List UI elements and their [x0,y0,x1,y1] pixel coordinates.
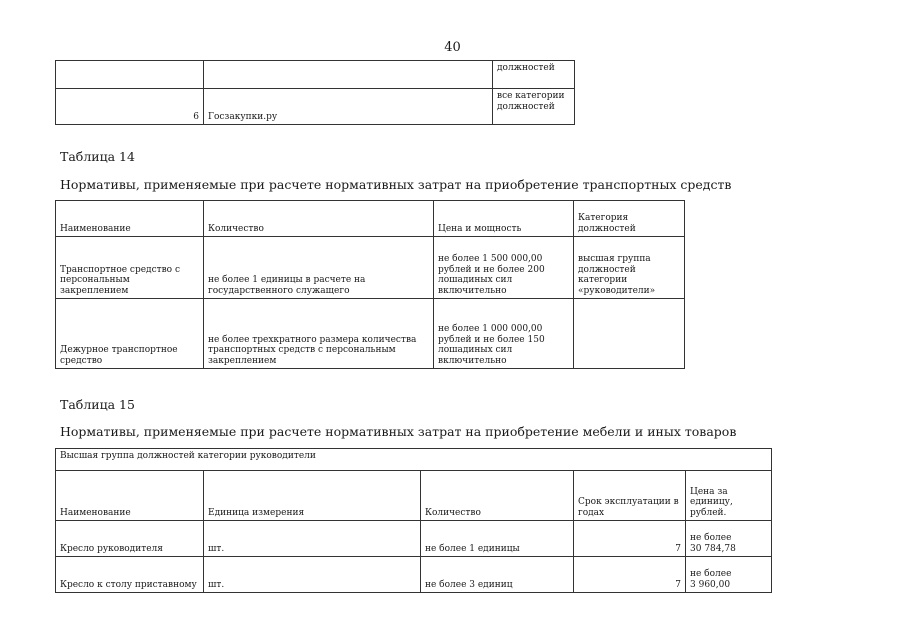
row-number: 6 [56,89,204,125]
table-row [56,299,685,369]
header-name: Наименование [56,201,204,237]
cell-name: Кресло к столу приставному [56,557,204,593]
cell-category: все категории должностей [493,89,575,125]
page-number: 40 [444,40,461,55]
table-row [56,89,575,125]
table-row [56,61,575,89]
cell-name: Транспортное средство с персональным закреплением [56,237,204,299]
table-row [56,557,772,593]
table-header-row [56,471,772,521]
cell-quantity: не более трехкратного размера количества транспортных средств с персональным закреплением [204,299,434,369]
table14-title: Нормативы, применяемые при расчете нормативных затрат на приобретение транспортных средств [60,177,732,192]
cell-quantity: не более 3 единиц [421,557,574,593]
cell-price: не более 1 500 000,00 рублей и не более 200 лошадиных сил включительно [434,237,574,299]
header-unit: Единица измерения [204,471,421,521]
cell-term: 7 [574,557,686,593]
header-quantity: Количество [204,201,434,237]
header-term: Срок эксплуатации в годах [574,471,686,521]
cell-name: Кресло руководителя [56,521,204,557]
header-category: Категория должностей [574,201,685,237]
cell-price: не более 1 000 000,00 рублей и не более 150 лошадиных сил включительно [434,299,574,369]
cell-category: должностей [493,61,575,89]
table-group-row [56,449,772,471]
table15-title: Нормативы, применяемые при расчете нормативных затрат на приобретение мебели и иных товаров [60,424,737,439]
table-15 [55,448,772,593]
table-row [56,521,772,557]
cell-unit: шт. [204,557,421,593]
table-row [56,237,685,299]
table15-label: Таблица 15 [60,397,135,412]
row-number [56,61,204,89]
table-header-row [56,201,685,237]
cell-price: не более 30 784,78 [686,521,772,557]
cell-quantity: не более 1 единицы [421,521,574,557]
header-name: Наименование [56,471,204,521]
prev-table [55,60,575,125]
cell-price: не более 3 960,00 [686,557,772,593]
cell-name: Госзакупки.ру [204,89,493,125]
table14-label: Таблица 14 [60,149,135,164]
cell-category: высшая группа должностей категории «руководители» [574,237,685,299]
header-price: Цена и мощность [434,201,574,237]
header-quantity: Количество [421,471,574,521]
cell-term: 7 [574,521,686,557]
cell-unit: шт. [204,521,421,557]
cell-name [204,61,493,89]
cell-quantity: не более 1 единицы в расчете на государственного служащего [204,237,434,299]
table-14 [55,200,685,369]
cell-category [574,299,685,369]
header-price: Цена за единицу, рублей. [686,471,772,521]
cell-name: Дежурное транспортное средство [56,299,204,369]
group-header: Высшая группа должностей категории руководители [56,449,772,471]
